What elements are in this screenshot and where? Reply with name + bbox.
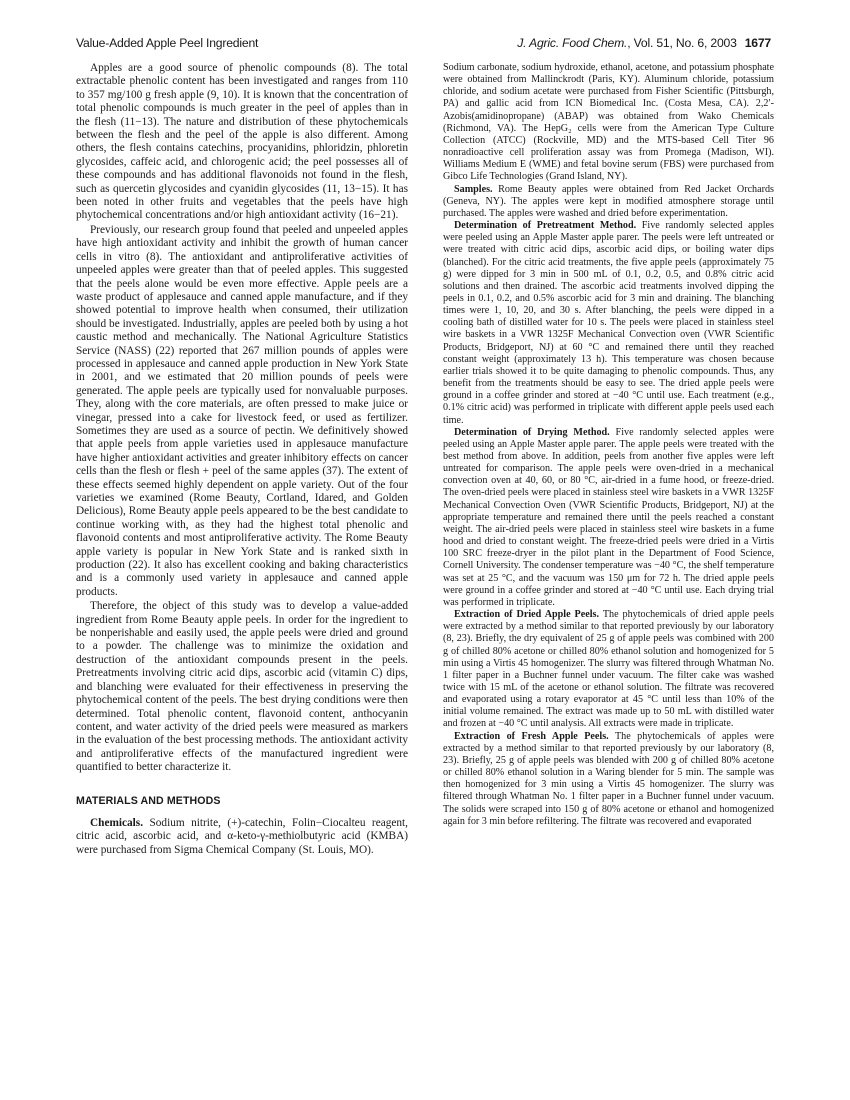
extraction-fresh-paragraph bbox=[443, 731, 774, 828]
drying-run-in-head: Determination of Drying Method. bbox=[454, 426, 610, 438]
section-heading-materials-methods: MATERIALS AND METHODS bbox=[76, 794, 221, 807]
samples-paragraph bbox=[443, 184, 774, 220]
chemicals-run-in-head: Chemicals. bbox=[90, 816, 144, 829]
extraction-fresh-text: The phytochemicals of apples were extracted by a method similar to that reported previously by our laboratory (8, 23). Briefly, 25 g of apple peels was blended with 200 g of chilled 80% acetone or chilled 80% ethanol solution in a Waring blender for 5 min. The sample was then homogenized for 3 min using a Virtis 45 homogenizer. The slurry was filtered through Whatman No. 1 filter paper in a Buchner funnel under vacuum. The solids were scraped into 150 g of 80% acetone or ethanol and homogenized again for 3 min before refiltering. The filtrate was recovered and evaporated bbox=[443, 730, 775, 827]
drying-paragraph bbox=[443, 427, 774, 609]
intro-paragraph-3: Therefore, the object of this study was to develop a value-added ingredient from Rome Beauty apple peels. In order for the ingredient to be nonperishable and easily used, the apple peels were dried and ground to a powder. The challenge was to minimize the oxidation and destruction of the antioxidant compounds present in the peels. Pretreatments involving citric acid dips, ascorbic acid (vitamin C) dips, and blanching were evaluated for their effectiveness in preserving the phytochemical content of the peels. The best drying conditions were then determined. Total phenolic content, flavonoid content, anthocyanin content, and water activity of the dried peels were measured as markers in the evaluation of the best processing methods. The antioxidant activity and antiproliferative effects of the manufactured ingredient were quantified to better characterize it. bbox=[76, 600, 408, 774]
extraction-dried-paragraph bbox=[443, 609, 774, 731]
intro-paragraph-2: Previously, our research group found that peeled and unpeeled apples have high antioxidant activity and inhibit the growth of human cancer cells in vitro (8). The antioxidant and antiproliferative activities of unpeeled apples were greater than that of peeled apples. This suggested that the peels alone would be even more effective. Apple peels are a waste product of applesauce and canned apple manufacture, and if they showed potential to improve health when consumed, their utilization should be investigated. Industrially, apples are peeled both by using a hot caustic method and mechanically. The National Agriculture Statistics Service (NASS) (22) reported that 267 million pounds of apples were processed in applesauce and canned apple production in New York State in 2001, and we estimated that 20 million pounds of peels were generated. The apple peels are typically used for nonvaluable purposes. They, along with the core materials, are often pressed to make juice or vinegar, pressed into a cake for livestock feed, or used as fertilizer. Sometimes they are used as a source of pectin. We definitively showed that apple peels from apple varieties used in applesauce manufacture have higher antioxidant activities and greater inhibitory effects on cancer cells than the flesh or flesh + peel of the same apples (37). The extent of these effects seemed highly dependent on apple variety. Out of the four varieties we examined (Rome Beauty, Cortland, Idared, and Golden Delicious), Rome Beauty apple peels appeared to be the best candidate to continue working with, as they had the highest total phenolic and flavonoid contents and most antiproliferative activity. The Rome Beauty apple variety is popular in New York State and is ranked sixth in production (22). It also has excellent cooking and baking characteristics and is a commonly used variety in applesauce and canned apple products. bbox=[76, 223, 408, 598]
intro-paragraph-1: Apples are a good source of phenolic compounds (8). The total extractable phenolic content has been investigated and ranges from 110 to 357 mg/100 g fresh apple (9, 10). It is known that the concentration of total phenolic compounds is much greater in the peel of apples than in the flesh (11−13). The nature and distribution of these phytochemicals between the flesh and the peel of the apple is also different. Among others, the flesh contains catechins, procyanidins, phloridzin, phloretin glycosides, caffeic acid, and chlorogenic acid; the peel possesses all of these compounds and has additional flavonoids not found in the flesh, such as quercetin glycosides and cyanidin glycosides (11, 13−15). It has been noted in other fruits and vegetables that the peels have high phytochemical concentrations and/or high antioxidant activity (16−21). bbox=[76, 62, 408, 222]
pretreatment-text: Five randomly selected apples were peeled using an Apple Master apple parer. The peels were left untreated or were treated with citric acid dips, ascorbic acid dips, or boiling water dips (blanched). For the citric acid treatments, the five apple peels (approximately 75 g) were dipped for 3 min in 500 mL of 0.1, 0.2, 0.5, and 0.8% citric acid solutions and then drained. The ascorbic acid treatments involved dipping the peels in 0.1, 0.2, and 0.5% ascorbic acid for 3 min and draining. The blanching times were 1, 10, 20, and 30 s. After blanching, the peels were dipped in a cooling bath of distilled water for 10 s. The peels were placed in stainless steel wire baskets in a VWR 1325F Mechanical Convection oven (VWR Scientific Products, Bridgeport, NJ) at 60 °C and remained there until they reached constant weight (approximately 13 h). This temperature was chosen because earlier trials showed it to be quite damaging to phenolic compounds. Thus, any benefit from the treatments should be easy to see. The dried apple peels were ground in a coffee grinder and stored at −40 °C until use. Each treatment (e.g., 0.1% citric acid) was performed in triplicate with different apple peels used each time. bbox=[443, 220, 774, 426]
pretreatment-run-in-head: Determination of Pretreatment Method. bbox=[454, 220, 637, 232]
extraction-dried-text: The phytochemicals of dried apple peels were extracted by a method similar to that reported previously by our laboratory (8, 23). Briefly, the dry equivalent of 25 g of apple peels was combined with 200 g of chilled 80% acetone or chilled 80% ethanol solution and homogenized for 5 min using a Virtis 45 homogenizer. The slurry was filtered through Whatman No. 1 filter paper in a Buchner funnel under vacuum. The filter cake was washed twice with 15 mL of the acetone or ethanol solution. The filtrate was recovered and evaporated using a rotary evaporator at 45 °C until less than 10% of the initial volume remained. The extract was made up to 50 mL with distilled water and frozen at −40 °C until analysis. All extracts were made in triplicate. bbox=[443, 609, 774, 730]
journal-name: J. Agric. Food Chem. bbox=[517, 36, 628, 50]
pretreatment-paragraph bbox=[443, 220, 774, 427]
samples-text: Rome Beauty apples were obtained from Red Jacket Orchards (Geneva, NY). The apples were kept in modified atmosphere storage until purchased. The apples were washed and dried before experimentation. bbox=[443, 183, 774, 219]
chemicals-continued-paragraph: Sodium carbonate, sodium hydroxide, ethanol, acetone, and potassium phosphate were obtained from Mallinckrodt (Paris, KY). Aluminum chloride, potassium chloride, and sodium acetate were purchased from Fisher Scientific (Pittsburgh, PA) and gallic acid from ICN Biomedical Inc. (Costa Mesa, CA). 2,2′-Azobis(amidinopropane) (ABAP) was obtained from Wako Chemicals (Richmond, VA). The HepG₂ cells were from the American Type Culture Collection (ATCC) (Rockville, MD) and the MTS-based Cell Titer 96 nonradioactive cell proliferation assay was from Promega (Madison, WI). Williams Medium E (WME) and fetal bovine serum (FBS) were purchased from Gibco Life Technologies (Grand Island, NY). bbox=[443, 62, 774, 183]
extraction-fresh-run-in-head: Extraction of Fresh Apple Peels. bbox=[454, 730, 609, 742]
page-number: 1677 bbox=[744, 36, 771, 50]
running-title: Value-Added Apple Peel Ingredient bbox=[76, 36, 259, 50]
left-column bbox=[76, 62, 408, 857]
volume-info: , Vol. 51, No. 6, 2003 bbox=[627, 36, 737, 50]
drying-text: Five randomly selected apples were peeled using an Apple Master apple parer. The apple peels were treated with the best method from above. In addition, peels from another five apples were left untreated for comparison. The apple peels were oven-dried in a mechanical convection oven at 40, 60, or 80 °C, air-dried in a fume hood, or freeze-dried. The oven-dried peels were placed in stainless steel wire baskets in a VWR 1325F Mechanical Convection Oven (VWR Scientific Products, Bridgeport, NJ) at the appropriate temperature and remained there until the peels reached a constant weight. The air-dried peels were placed in stainless steel wire baskets in a fume hood and dried to constant weight. The freeze-dried peels were dried in a Virtis 100 SRC freeze-dryer in the pilot plant in the Department of Food Science, Cornell University. The condenser temperature was −40 °C, the shelf temperature was set at 25 °C, and the vacuum was 150 μm for 72 h. The dried apple peels were ground in a coffee grinder and stored at −40 °C until use. Each drying trial was performed in triplicate. bbox=[443, 426, 774, 608]
chemicals-paragraph bbox=[76, 817, 408, 857]
samples-run-in-head: Samples. bbox=[454, 183, 493, 195]
extraction-dried-run-in-head: Extraction of Dried Apple Peels. bbox=[454, 609, 600, 621]
right-column bbox=[443, 62, 774, 828]
running-header bbox=[76, 36, 771, 54]
chemicals-text: Sodium nitrite, (+)-catechin, Folin−Ciocalteu reagent, citric acid, ascorbic acid, and α-keto-γ-methiolbutyric acid (KMBA) were purchased from Sigma Chemical Company (St. Louis, MO). bbox=[76, 816, 408, 856]
journal-citation bbox=[517, 36, 771, 50]
